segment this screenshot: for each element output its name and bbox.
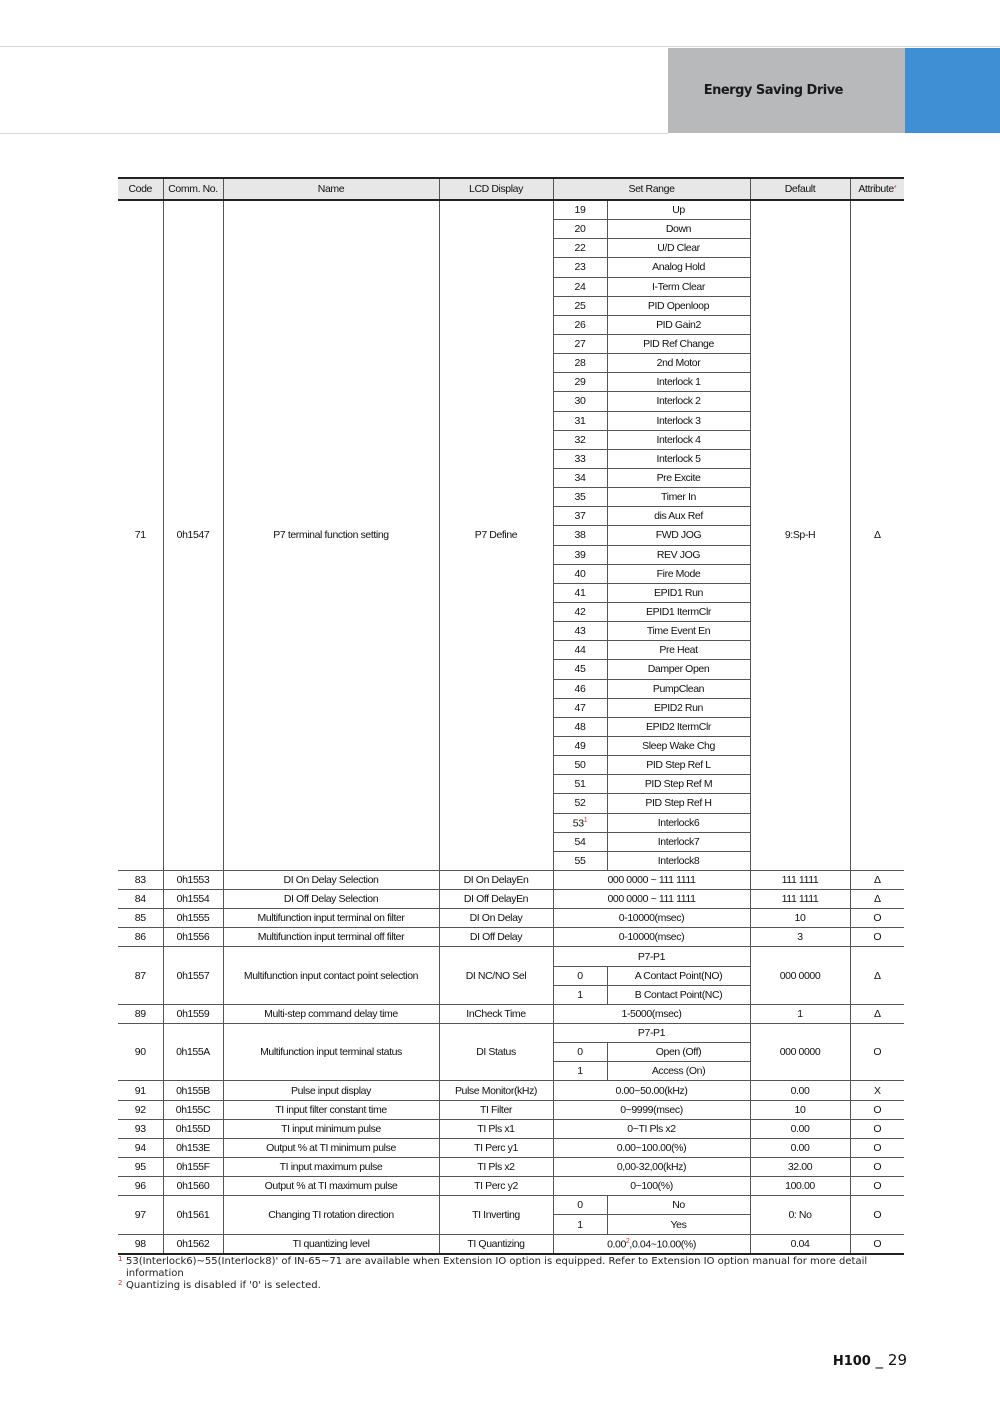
cell-lcd-display: DI Off Delay — [439, 928, 553, 947]
cell-code: 96 — [118, 1177, 163, 1196]
cell-lcd-display: TI Inverting — [439, 1196, 553, 1234]
cell-set-range-head: P7-P1 — [553, 1024, 750, 1043]
cell-option-label: Interlock 1 — [607, 373, 750, 392]
cell-option-number: 1 — [553, 1062, 607, 1081]
cell-option-label: Interlock8 — [607, 851, 750, 870]
cell-lcd-display: TI Perc y1 — [439, 1138, 553, 1157]
cell-name: Multifunction input terminal off filter — [223, 928, 439, 947]
cell-option-number: 0 — [553, 1043, 607, 1062]
cell-default: 111 1111 — [750, 870, 850, 889]
cell-name: Multi-step command delay time — [223, 1004, 439, 1023]
cell-option-label: EPID2 Run — [607, 698, 750, 717]
cell-code: 94 — [118, 1138, 163, 1157]
cell-default: 1 — [750, 1004, 850, 1023]
cell-set-range: 0~9999(msec) — [553, 1100, 750, 1119]
cell-option-label: REV JOG — [607, 545, 750, 564]
cell-name: TI input filter constant time — [223, 1100, 439, 1119]
cell-option-number: 33 — [553, 449, 607, 468]
cell-option-number: 46 — [553, 679, 607, 698]
cell-set-range: 0,00-32,00(kHz) — [553, 1158, 750, 1177]
cell-default: 10 — [750, 1100, 850, 1119]
cell-option-number: 32 — [553, 430, 607, 449]
cell-code: 90 — [118, 1024, 163, 1081]
cell-option-label: PumpClean — [607, 679, 750, 698]
cell-option-label: Interlock 2 — [607, 392, 750, 411]
cell-option-label: B Contact Point(NC) — [607, 985, 750, 1004]
cell-comm-no: 0h1561 — [163, 1196, 223, 1234]
cell-default: 0.00 — [750, 1081, 850, 1100]
cell-code: 71 — [118, 200, 163, 870]
cell-default: 0.04 — [750, 1234, 850, 1254]
cell-attribute: Δ — [850, 1004, 904, 1023]
header-set-range: Set Range — [553, 178, 750, 200]
cell-code: 85 — [118, 909, 163, 928]
cell-option-label: Access (On) — [607, 1062, 750, 1081]
cell-option-label: Time Event En — [607, 622, 750, 641]
cell-default: 3 — [750, 928, 850, 947]
cell-option-number: 25 — [553, 296, 607, 315]
table-header-row — [118, 178, 904, 200]
cell-option-number: 0 — [553, 966, 607, 985]
cell-lcd-display: DI Off DelayEn — [439, 890, 553, 909]
cell-comm-no: 0h155C — [163, 1100, 223, 1119]
cell-option-number: 54 — [553, 832, 607, 851]
cell-comm-no: 0h1562 — [163, 1234, 223, 1254]
cell-default: 0: No — [750, 1196, 850, 1234]
table-row — [118, 1234, 904, 1254]
cell-name: Output % at TI minimum pulse — [223, 1138, 439, 1157]
cell-attribute: Δ — [850, 947, 904, 1004]
cell-comm-no: 0h1559 — [163, 1004, 223, 1023]
cell-option-label: Open (Off) — [607, 1043, 750, 1062]
parameter-table — [118, 177, 904, 1255]
cell-attribute: O — [850, 1024, 904, 1081]
table-row — [118, 1100, 904, 1119]
cell-option-number: 29 — [553, 373, 607, 392]
cell-option-number: 1 — [553, 1215, 607, 1234]
cell-option-number — [553, 813, 607, 832]
cell-option-number: 47 — [553, 698, 607, 717]
cell-default: 0.00 — [750, 1138, 850, 1157]
range-start: 0.00 — [607, 1238, 626, 1251]
cell-option-number: 30 — [553, 392, 607, 411]
cell-set-range: 000 0000 ~ 111 1111 — [553, 870, 750, 889]
cell-attribute: O — [850, 1196, 904, 1234]
cell-lcd-display: InCheck Time — [439, 1004, 553, 1023]
table-row — [118, 909, 904, 928]
footnote-1-mark: 1 — [118, 1255, 123, 1263]
cell-set-range: 000 0000 ~ 111 1111 — [553, 890, 750, 909]
cell-lcd-display: DI On DelayEn — [439, 870, 553, 889]
footnote-2 — [118, 1280, 904, 1292]
cell-set-range: 0.00~50.00(kHz) — [553, 1081, 750, 1100]
header-code: Code — [118, 178, 163, 200]
cell-name: P7 terminal function setting — [223, 200, 439, 870]
footnote-1-text: 53(Interlock6)~55(Interlock8)' of IN-65~71 are available when Extension IO option is equipped. Refer to Extension IO option manual for more detail information — [126, 1256, 868, 1279]
cell-default: 000 0000 — [750, 1024, 850, 1081]
footnote-1 — [118, 1256, 904, 1280]
cell-comm-no: 0h155D — [163, 1119, 223, 1138]
cell-set-range: 0-10000(msec) — [553, 909, 750, 928]
cell-lcd-display: TI Quantizing — [439, 1234, 553, 1254]
cell-option-number: 24 — [553, 277, 607, 296]
cell-option-number: 39 — [553, 545, 607, 564]
cell-option-label: I-Term Clear — [607, 277, 750, 296]
table-row — [118, 1158, 904, 1177]
cell-option-label: PID Openloop — [607, 296, 750, 315]
table-row — [118, 947, 904, 966]
cell-lcd-display: Pulse Monitor(kHz) — [439, 1081, 553, 1100]
table-row — [118, 1177, 904, 1196]
cell-option-label: Pre Heat — [607, 641, 750, 660]
cell-option-label: PID Step Ref H — [607, 794, 750, 813]
cell-code: 95 — [118, 1158, 163, 1177]
cell-code: 97 — [118, 1196, 163, 1234]
cell-option-number: 45 — [553, 660, 607, 679]
cell-default: 100.00 — [750, 1177, 850, 1196]
cell-attribute: O — [850, 1234, 904, 1254]
cell-option-label: Interlock 3 — [607, 411, 750, 430]
cell-attribute: O — [850, 928, 904, 947]
cell-option-label: Interlock7 — [607, 832, 750, 851]
cell-option-number: 22 — [553, 239, 607, 258]
cell-option-label: EPID1 Run — [607, 583, 750, 602]
cell-attribute: X — [850, 1081, 904, 1100]
table-row — [118, 200, 904, 220]
header-comm-no: Comm. No. — [163, 178, 223, 200]
page-number — [833, 1351, 907, 1369]
cell-option-label: EPID2 ItermClr — [607, 717, 750, 736]
header-default: Default — [750, 178, 850, 200]
cell-comm-no: 0h1554 — [163, 890, 223, 909]
cell-name: TI input minimum pulse — [223, 1119, 439, 1138]
cell-option-number: 27 — [553, 334, 607, 353]
cell-name: Multifunction input terminal on filter — [223, 909, 439, 928]
header-top-rule — [0, 46, 1000, 47]
cell-default: 9:Sp-H — [750, 200, 850, 870]
table-row — [118, 1004, 904, 1023]
cell-option-number: 1 — [553, 985, 607, 1004]
cell-option-label: Up — [607, 200, 750, 220]
cell-code: 84 — [118, 890, 163, 909]
cell-name: DI Off Delay Selection — [223, 890, 439, 909]
cell-name: Changing TI rotation direction — [223, 1196, 439, 1234]
cell-set-range: 0.00~100.00(%) — [553, 1138, 750, 1157]
cell-code: 86 — [118, 928, 163, 947]
cell-set-range-head: P7-P1 — [553, 947, 750, 966]
cell-default: 32.00 — [750, 1158, 850, 1177]
cell-default: 111 1111 — [750, 890, 850, 909]
cell-default: 0.00 — [750, 1119, 850, 1138]
cell-option-number: 34 — [553, 468, 607, 487]
page-num: 29 — [887, 1351, 907, 1369]
table-row — [118, 1196, 904, 1215]
cell-option-number: 41 — [553, 583, 607, 602]
cell-option-number: 48 — [553, 717, 607, 736]
cell-comm-no: 0h155A — [163, 1024, 223, 1081]
cell-option-number: 50 — [553, 756, 607, 775]
cell-set-range: 0~TI Pls x2 — [553, 1119, 750, 1138]
cell-lcd-display: TI Filter — [439, 1100, 553, 1119]
range-rest: ,0.04~10.00(%) — [629, 1238, 696, 1251]
cell-option-number: 20 — [553, 220, 607, 239]
attribute-marker: * — [893, 185, 897, 192]
footnotes — [118, 1256, 904, 1292]
cell-lcd-display: DI NC/NO Sel — [439, 947, 553, 1004]
table-row — [118, 1138, 904, 1157]
cell-option-label: U/D Clear — [607, 239, 750, 258]
cell-set-range: 0-10000(msec) — [553, 928, 750, 947]
cell-option-number: 38 — [553, 526, 607, 545]
cell-option-number: 44 — [553, 641, 607, 660]
cell-code: 83 — [118, 870, 163, 889]
cell-option-number: 37 — [553, 507, 607, 526]
cell-option-label: 2nd Motor — [607, 354, 750, 373]
cell-option-label: FWD JOG — [607, 526, 750, 545]
cell-lcd-display: P7 Define — [439, 200, 553, 870]
cell-option-number: 26 — [553, 315, 607, 334]
cell-lcd-display: TI Pls x2 — [439, 1158, 553, 1177]
header-attribute-label: Attribute — [858, 183, 894, 195]
cell-name: Multifunction input terminal status — [223, 1024, 439, 1081]
cell-set-range — [553, 1234, 750, 1254]
cell-option-label: Interlock6 — [607, 813, 750, 832]
cell-name: Output % at TI maximum pulse — [223, 1177, 439, 1196]
cell-option-label: Interlock 5 — [607, 449, 750, 468]
cell-option-number: 43 — [553, 622, 607, 641]
cell-attribute: Δ — [850, 870, 904, 889]
footnote-2-mark: 2 — [118, 1279, 123, 1287]
option-number: 53 — [572, 817, 584, 830]
cell-option-number: 42 — [553, 602, 607, 621]
cell-code: 98 — [118, 1234, 163, 1254]
cell-option-label: A Contact Point(NO) — [607, 966, 750, 985]
cell-option-label: No — [607, 1196, 750, 1215]
header-bottom-rule — [0, 133, 668, 134]
cell-option-label: PID Gain2 — [607, 315, 750, 334]
cell-option-number: 35 — [553, 488, 607, 507]
header-accent-block — [905, 48, 1000, 133]
table-row — [118, 890, 904, 909]
cell-option-label: Sleep Wake Chg — [607, 736, 750, 755]
cell-option-number: 31 — [553, 411, 607, 430]
cell-comm-no: 0h153E — [163, 1138, 223, 1157]
cell-option-number: 51 — [553, 775, 607, 794]
cell-attribute: O — [850, 909, 904, 928]
cell-name: DI On Delay Selection — [223, 870, 439, 889]
cell-name: TI quantizing level — [223, 1234, 439, 1254]
cell-name: TI input maximum pulse — [223, 1158, 439, 1177]
table-row — [118, 928, 904, 947]
cell-comm-no: 0h1556 — [163, 928, 223, 947]
cell-option-label: PID Step Ref L — [607, 756, 750, 775]
cell-option-label: Fire Mode — [607, 564, 750, 583]
cell-attribute: Δ — [850, 890, 904, 909]
cell-comm-no: 0h1547 — [163, 200, 223, 870]
cell-option-label: Timer In — [607, 488, 750, 507]
header-band — [668, 48, 905, 133]
cell-comm-no: 0h155B — [163, 1081, 223, 1100]
cell-comm-no: 0h1560 — [163, 1177, 223, 1196]
cell-code: 93 — [118, 1119, 163, 1138]
table-row — [118, 1119, 904, 1138]
cell-option-label: Pre Excite — [607, 468, 750, 487]
table-row — [118, 870, 904, 889]
cell-lcd-display: DI Status — [439, 1024, 553, 1081]
cell-option-number: 23 — [553, 258, 607, 277]
cell-name: Multifunction input contact point selection — [223, 947, 439, 1004]
cell-option-number: 19 — [553, 200, 607, 220]
cell-option-number: 55 — [553, 851, 607, 870]
cell-attribute: O — [850, 1100, 904, 1119]
footnote-ref-2: 2 — [625, 1238, 630, 1246]
section-title: Energy Saving Drive — [703, 83, 843, 98]
cell-option-label: EPID1 ItermClr — [607, 602, 750, 621]
cell-comm-no: 0h1557 — [163, 947, 223, 1004]
cell-attribute: O — [850, 1158, 904, 1177]
header-name: Name — [223, 178, 439, 200]
cell-option-label: Yes — [607, 1215, 750, 1234]
cell-option-label: dis Aux Ref — [607, 507, 750, 526]
cell-attribute: O — [850, 1119, 904, 1138]
cell-code: 92 — [118, 1100, 163, 1119]
cell-option-label: Damper Open — [607, 660, 750, 679]
cell-lcd-display: DI On Delay — [439, 909, 553, 928]
cell-comm-no: 0h1553 — [163, 870, 223, 889]
cell-option-label: Interlock 4 — [607, 430, 750, 449]
cell-attribute: O — [850, 1138, 904, 1157]
cell-lcd-display: TI Pls x1 — [439, 1119, 553, 1138]
cell-comm-no: 0h155F — [163, 1158, 223, 1177]
footnote-2-text: Quantizing is disabled if '0' is selected. — [126, 1280, 321, 1291]
cell-option-label: PID Ref Change — [607, 334, 750, 353]
table-row — [118, 1081, 904, 1100]
cell-code: 89 — [118, 1004, 163, 1023]
cell-attribute: O — [850, 1177, 904, 1196]
cell-set-range: 0~100(%) — [553, 1177, 750, 1196]
cell-option-number: 40 — [553, 564, 607, 583]
cell-code: 91 — [118, 1081, 163, 1100]
page-separator: _ — [870, 1351, 888, 1369]
header-lcd-display: LCD Display — [439, 178, 553, 200]
footnote-ref-1: 1 — [583, 817, 588, 825]
page-model: H100 — [832, 1354, 871, 1369]
cell-lcd-display: TI Perc y2 — [439, 1177, 553, 1196]
cell-default: 10 — [750, 909, 850, 928]
cell-option-number: 49 — [553, 736, 607, 755]
cell-option-number: 52 — [553, 794, 607, 813]
cell-option-label: PID Step Ref M — [607, 775, 750, 794]
cell-comm-no: 0h1555 — [163, 909, 223, 928]
cell-option-label: Down — [607, 220, 750, 239]
cell-set-range: 1-5000(msec) — [553, 1004, 750, 1023]
header-attribute — [850, 178, 904, 200]
cell-option-label: Analog Hold — [607, 258, 750, 277]
cell-attribute: Δ — [850, 200, 904, 870]
table-row — [118, 1024, 904, 1043]
cell-name: Pulse input display — [223, 1081, 439, 1100]
cell-code: 87 — [118, 947, 163, 1004]
cell-option-number: 28 — [553, 354, 607, 373]
cell-default: 000 0000 — [750, 947, 850, 1004]
cell-option-number: 0 — [553, 1196, 607, 1215]
